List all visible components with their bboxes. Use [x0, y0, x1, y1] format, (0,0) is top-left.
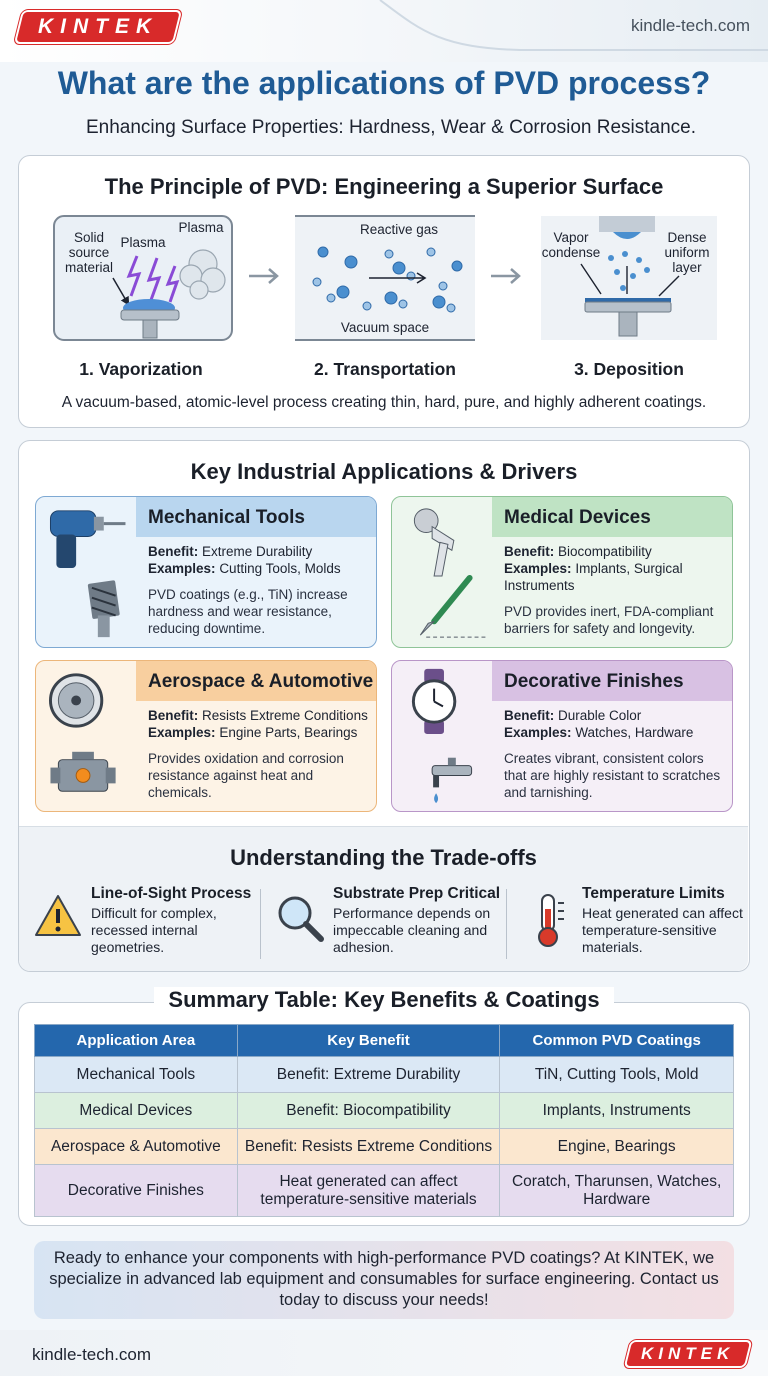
table-row	[35, 1129, 734, 1165]
examples-value: Implants, Surgical Instruments	[504, 561, 683, 593]
label-source: source	[68, 245, 110, 260]
table-cell: Benefit: Biocompatibility	[237, 1093, 500, 1129]
arrow-right-icon	[489, 266, 523, 286]
table-header-row	[35, 1025, 734, 1057]
card-title: Decorative Finishes	[492, 661, 732, 701]
tradeoff-substrate-prep	[275, 885, 513, 965]
tradeoff-title: Line-of-Sight Process	[91, 885, 252, 902]
card-medical-devices[interactable]	[391, 496, 733, 648]
benefit-value: Biocompatibility	[558, 544, 652, 559]
summary-panel	[18, 987, 750, 1226]
footer-kintek-logo[interactable]	[626, 1342, 750, 1366]
label-material: material	[64, 260, 114, 275]
table-cell: Aerospace & Automotive	[35, 1129, 238, 1165]
card-decorative-finishes[interactable]	[391, 660, 733, 812]
examples-label: Examples:	[504, 725, 572, 740]
tradeoff-text: Performance depends on impeccable cleaning and adhesion.	[333, 905, 491, 955]
kintek-logo[interactable]	[16, 12, 179, 42]
examples-value: Engine Parts, Bearings	[219, 725, 358, 740]
divider	[506, 889, 507, 959]
engine-icon	[50, 752, 115, 791]
benefit-value: Durable Color	[558, 708, 642, 723]
column-header: Application Area	[35, 1025, 238, 1057]
label-condense: condense	[541, 245, 601, 260]
table-cell: Benefit: Resists Extreme Conditions	[237, 1129, 500, 1165]
column-header: Key Benefit	[237, 1025, 500, 1057]
table-cell: TiN, Cutting Tools, Mold	[500, 1057, 734, 1093]
benefit-value: Resists Extreme Conditions	[202, 708, 368, 723]
tradeoff-title: Temperature Limits	[582, 885, 725, 902]
table-row	[35, 1057, 734, 1093]
label-layer: layer	[672, 260, 702, 275]
benefit-label: Benefit:	[148, 708, 199, 723]
table-cell: Implants, Instruments	[500, 1093, 734, 1129]
table-row	[35, 1093, 734, 1129]
card-description: Provides oxidation and corrosion resistance against heat and chemicals.	[148, 751, 344, 800]
tradeoffs-heading: Understanding the Trade-offs	[230, 845, 537, 870]
thermometer-icon	[524, 893, 574, 949]
scalpel-icon	[420, 578, 469, 635]
applications-heading: Key Industrial Applications & Drivers	[190, 459, 578, 484]
table-cell: Medical Devices	[35, 1093, 238, 1129]
benefit-label: Benefit:	[504, 544, 555, 559]
label-uniform: uniform	[664, 245, 710, 260]
logo-text: KINTEK	[641, 1344, 735, 1363]
table-cell: Decorative Finishes	[35, 1165, 238, 1217]
magnifier-icon	[275, 893, 325, 943]
arrow-right-icon	[247, 266, 281, 286]
examples-value: Watches, Hardware	[575, 725, 694, 740]
examples-label: Examples:	[148, 561, 216, 576]
examples-value: Cutting Tools, Molds	[219, 561, 341, 576]
label-plasma-1: Plasma	[120, 235, 166, 250]
process-note: A vacuum-based, atomic-level process creating thin, hard, pure, and highly adherent coatings.	[61, 394, 707, 411]
table-cell: Benefit: Extreme Durability	[237, 1057, 500, 1093]
page-subtitle: Enhancing Surface Properties: Hardness, Wear & Corrosion Resistance.	[85, 117, 697, 138]
card-description: PVD coatings (e.g., TiN) increase hardness and wear resistance, reducing downtime.	[148, 587, 348, 636]
card-title: Medical Devices	[492, 497, 732, 537]
label-plasma-2: Plasma	[178, 220, 224, 235]
transportation-illustration	[295, 214, 475, 342]
table-cell: Coratch, Tharunsen, Watches, Hardware	[500, 1165, 734, 1217]
table-cell: Engine, Bearings	[500, 1129, 734, 1165]
divider	[260, 889, 261, 959]
benefit-label: Benefit:	[504, 708, 555, 723]
card-description: PVD provides inert, FDA-compliant barriers for safety and longevity.	[504, 604, 714, 636]
drill-icon	[36, 497, 136, 647]
step-caption-transportation: 2. Transportation	[314, 359, 456, 379]
tradeoff-line-of-sight	[33, 885, 271, 965]
tradeoffs-section	[19, 826, 748, 971]
examples-label: Examples:	[504, 561, 572, 576]
call-to-action[interactable]: Ready to enhance your components with high-performance PVD coatings? At KINTEK, we specialize in advanced lab equipment and consumables for surface engineering. Contact us today to discuss your needs!	[34, 1241, 734, 1319]
page-title: What are the applications of PVD process?	[57, 65, 711, 101]
card-description: Creates vibrant, consistent colors that are highly resistant to scratches and tarnishing.	[504, 751, 721, 800]
card-mechanical-tools[interactable]	[35, 496, 377, 648]
warning-icon	[33, 893, 83, 939]
benefit-label: Benefit:	[148, 544, 199, 559]
principle-panel	[18, 155, 750, 428]
table-row	[35, 1165, 734, 1217]
label-reactive-gas: Reactive gas	[359, 222, 439, 237]
summary-table	[34, 1024, 734, 1217]
card-title: Mechanical Tools	[136, 497, 376, 537]
step-caption-deposition: 3. Deposition	[574, 359, 684, 379]
label-vacuum-space: Vacuum space	[340, 320, 430, 335]
step-caption-vaporization: 1. Vaporization	[79, 359, 203, 379]
faucet-icon	[432, 758, 471, 803]
examples-label: Examples:	[148, 725, 216, 740]
site-url[interactable]: kindle-tech.com	[630, 16, 750, 35]
deposition-illustration	[539, 214, 719, 342]
card-title: Aerospace & Automotive	[136, 661, 376, 701]
turbine-icon	[36, 661, 136, 811]
table-cell: Heat generated can affect temperature-sensitive materials	[237, 1165, 500, 1217]
principle-heading: The Principle of PVD: Engineering a Superior Surface	[104, 174, 664, 199]
column-header: Common PVD Coatings	[500, 1025, 734, 1057]
drill-bit-icon	[88, 580, 120, 637]
tradeoff-temperature	[524, 885, 762, 965]
applications-panel	[18, 440, 750, 972]
tradeoff-title: Substrate Prep Critical	[333, 885, 501, 902]
footer-site-url[interactable]: kindle-tech.com	[32, 1345, 152, 1364]
vaporization-illustration	[53, 214, 233, 342]
tradeoff-text: Heat generated can affect temperature-sensitive materials.	[582, 905, 743, 955]
label-solid: Solid	[73, 230, 105, 245]
summary-heading: Summary Table: Key Benefits & Coatings	[154, 987, 613, 1013]
logo-text: KINTEK	[37, 15, 159, 38]
table-cell: Mechanical Tools	[35, 1057, 238, 1093]
label-vapor: Vapor	[553, 230, 589, 245]
label-dense: Dense	[667, 230, 707, 245]
hip-implant-icon	[392, 497, 492, 647]
benefit-value: Extreme Durability	[202, 544, 313, 559]
watch-icon	[392, 661, 492, 811]
card-aerospace-automotive[interactable]	[35, 660, 377, 812]
tradeoff-text: Difficult for complex, recessed internal geometries.	[91, 905, 217, 955]
